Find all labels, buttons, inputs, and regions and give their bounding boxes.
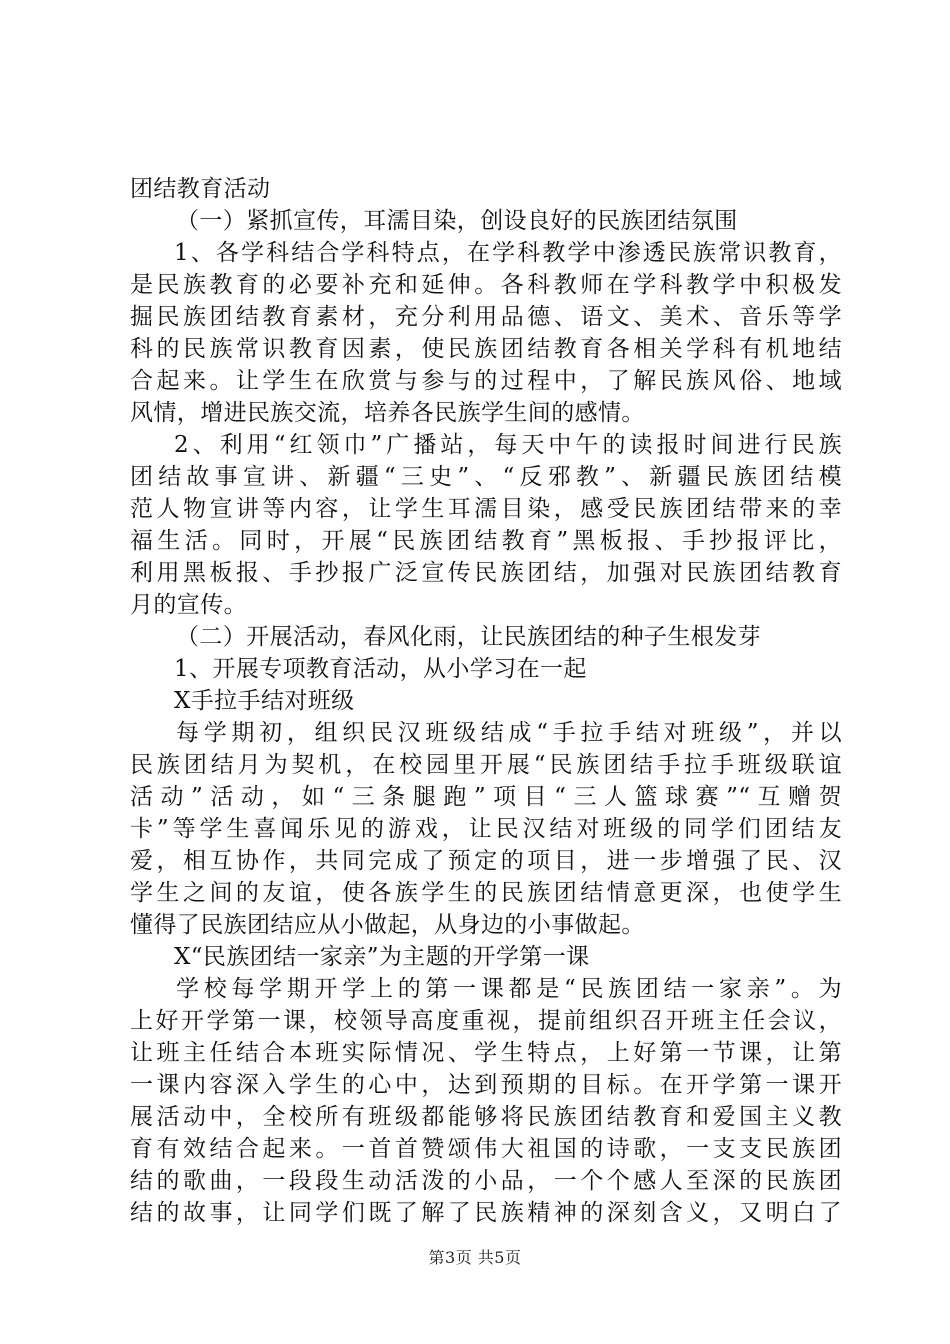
paragraph-line: 一课内容深入学生的心中，达到预期的目标。在开学第一课开 <box>130 1072 842 1098</box>
paragraph-line: 月的宣传。 <box>130 592 247 618</box>
paragraph-line: 团结故事宣讲、新疆“三史”、“反邪教”、新疆民族团结模 <box>130 464 842 490</box>
paragraph-line: 懂得了民族团结应从小做起，从身边的小事做起。 <box>130 912 645 938</box>
paragraph-line: 上好开学第一课，校领导高度重视，提前组织召开班主任会议， <box>130 1008 842 1034</box>
paragraph-line: 科的民族常识教育因素，使民族团结教育各相关学科有机地结 <box>130 336 842 362</box>
paragraph-line: 让班主任结合本班实际情况、学生特点，上好第一节课，让第 <box>130 1040 842 1066</box>
paragraph-line: 爱，相互协作，共同完成了预定的项目，进一步增强了民、汉 <box>130 848 842 874</box>
paragraph-line: 掘民族团结教育素材，充分利用品德、语文、美术、音乐等学 <box>130 304 842 330</box>
paragraph-line: 结的歌曲，一段段生动活泼的小品，一个个感人至深的民族团 <box>130 1168 842 1194</box>
paragraph-line: 合起来。让学生在欣赏与参与的过程中，了解民族风俗、地域 <box>130 368 842 394</box>
paragraph-line: 2、利用“红领巾”广播站，每天中午的读报时间进行民族 <box>174 432 842 458</box>
page-number-footer: 第3页 共5页 <box>428 1248 522 1267</box>
paragraph-line: 结的故事，让同学们既了解了民族精神的深刻含义，又明白了 <box>130 1200 842 1226</box>
paragraph-line: 范人物宣讲等内容，让学生耳濡目染，感受民族团结带来的幸 <box>130 496 842 522</box>
paragraph-line: 民族团结月为契机，在校园里开展“民族团结手拉手班级联谊 <box>130 752 842 778</box>
section-heading: （一）紧抓宣传，耳濡目染，创设良好的民族团结氛围 <box>176 208 738 234</box>
text-line: 团结教育活动 <box>130 176 271 202</box>
subsection-heading: 1、开展专项教育活动，从小学习在一起 <box>174 656 587 682</box>
item-heading: X手拉手结对班级 <box>174 688 355 714</box>
item-heading: X“民族团结一家亲”为主题的开学第一课 <box>174 944 590 970</box>
section-heading: （二）开展活动，春风化雨，让民族团结的种子生根发芽 <box>176 624 761 650</box>
paragraph-line: 学校每学期开学上的第一课都是“民族团结一家亲”。为 <box>176 976 842 1002</box>
paragraph-line: 福生活。同时，开展“民族团结教育”黑板报、手抄报评比， <box>130 528 842 554</box>
paragraph-line: 每学期初，组织民汉班级结成“手拉手结对班级”，并以 <box>176 720 842 746</box>
paragraph-line: 学生之间的友谊，使各族学生的民族团结情意更深，也使学生 <box>130 880 842 906</box>
paragraph-line: 展活动中，全校所有班级都能够将民族团结教育和爱国主义教 <box>130 1104 842 1130</box>
paragraph-line: 风情，增进民族交流，培养各民族学生间的感情。 <box>130 400 645 426</box>
paragraph-line: 活动”活动，如“三条腿跑”项目“三人篮球赛”“互赠贺 <box>130 784 842 810</box>
paragraph-line: 利用黑板报、手抄报广泛宣传民族团结，加强对民族团结教育 <box>130 560 842 586</box>
paragraph-line: 1、各学科结合学科特点，在学科教学中渗透民族常识教育， <box>174 240 842 266</box>
paragraph-line: 育有效结合起来。一首首赞颂伟大祖国的诗歌，一支支民族团 <box>130 1136 842 1162</box>
paragraph-line: 是民族教育的必要补充和延伸。各科教师在学科教学中积极发 <box>130 272 842 298</box>
paragraph-line: 卡”等学生喜闻乐见的游戏，让民汉结对班级的同学们团结友 <box>130 816 842 842</box>
document-body <box>130 173 842 1229</box>
